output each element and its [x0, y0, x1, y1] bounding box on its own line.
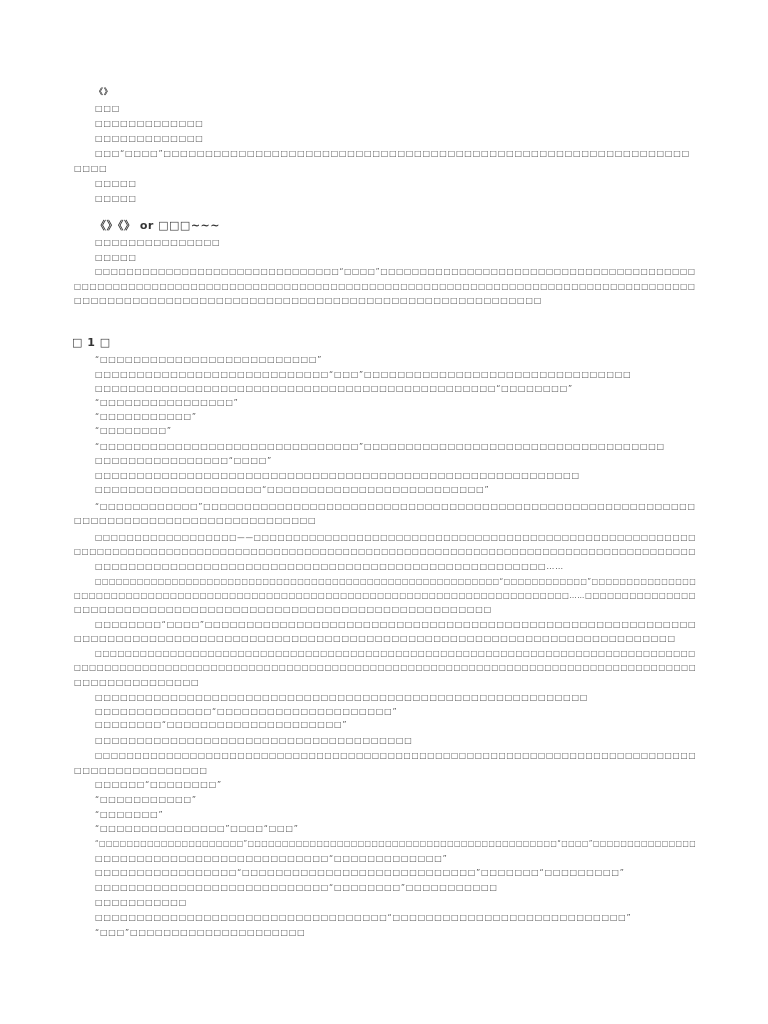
chapter-line: □□□□□□□□□□□□□□□□□□□□□□□□□□□□□□□□□□□□□□□□□□□□□□□□□□□□□□□□□□□ — [95, 693, 589, 702]
chapter-line: “□□□□□□□□□□□□”□□□□□□□□□□□□□□□□□□□□□□□□□□□□□□□□□□□□□□□□□□□□□□□□□□□□□□□□□□□□ — [95, 502, 696, 511]
subheader-line: □□□□□ — [95, 253, 137, 262]
chapter-line: □□□□□□□□□□□□□□□□□□□□□□□□□□□□□□□□□□□□□□□□□□□□□□□□□□□□□□□□□□□□□□□□□□□□□□□□□□□□□□□□ — [95, 649, 696, 658]
chapter-line: “□□□□□□□□□□□□□□□□” — [95, 398, 239, 407]
chapter-line: □□□□□□□□□□□□□□“□□□□□□□□□□□□□□□□□□□□□” — [95, 707, 398, 716]
header-line: □□□□□□□□□□□□□ — [95, 119, 204, 128]
chapter-line: “□□□□□□□” — [95, 810, 164, 819]
chapter-line: □□□□□□□□□□□□□□□□□□□□□□□□□□□□□□□□□□□□□□□□□□□□□□□□□□□□□□□□□□□□□□□□□□□□□□□□ — [74, 634, 676, 643]
chapter-line: □□□□□□“□□□□□□□□” — [95, 780, 222, 789]
chapter-line: □□□□□□□□□□□□□□□ — [74, 678, 200, 687]
chapter-line: □□□□□□□□□□□□□□□□□□□□□□□□□□□□□□□□□□□□□□ — [95, 736, 413, 745]
chapter-line: “□□□□□□□□” — [95, 426, 172, 435]
chapter-line: □□□□□□□□“□□□□□□□□□□□□□□□□□□□□□” — [95, 720, 348, 729]
chapter-line: □□□□□□□□□□□□□□□□ — [74, 766, 208, 775]
chapter-line: □□□□□□□□□□□□□□□□□“□□□□□□□□□□□□□□□□□□□□□□□□□□□□”□□□□□□□“□□□□□□□□□” — [95, 868, 625, 877]
chapter-line: □□□□□□□□□□□□□□□□□□□□□□□□□□□□□□□□□□□□□□□□□□□□□□□□□□□□□□□□□□□□□□□□□□□□□□□□□□□□□□□□□ — [74, 547, 697, 556]
header-line: □□□ — [95, 104, 121, 113]
chapter-line: □□□□□□□□□□□□□□□□□□□□□□□□□□□□□□□□□□□□□□□□□□□□□□□□“□□□□□□□□” — [95, 384, 573, 393]
chapter-line: “□□□□□□□□□□□□□□□”□□□□“□□□” — [95, 824, 299, 833]
chapter-line: “□□□”□□□□□□□□□□□□□□□□□□□□□ — [95, 928, 306, 937]
chapter-line: □□□□□□□□□□□□□□□□□□□□□□□□□□□□“□□□□□□□□”□□□□□□□□□□□ — [95, 883, 498, 892]
subheader-line: □□□□□□□□□□□□□□□ — [95, 238, 221, 247]
chapter-line: “□□□□□□□□□□□□□□□□□□□□□□□□□□” — [95, 355, 323, 364]
chapter-line: □□□□□□□□□□□ — [95, 898, 187, 907]
subheader-line: □□□□□□□□□□□□□□□□□□□□□□□□□□□□□□□□□□□□□□□□□□□□□□□□□□□□□□□□□□□□□□□□□□□□□□□□□□□□□□□□ — [74, 282, 696, 291]
header-line: □□□“□□□□”□□□□□□□□□□□□□□□□□□□□□□□□□□□□□□□□□□□□□□□□□□□□□□□□□□□□□□□□□□□□□□□ — [95, 149, 690, 158]
chapter-line: □□□□□□□□□□□□□□□□□□□□□□□□□□□□□□□□□□□□□□□□□□□□□□□□□□ — [74, 605, 492, 614]
chapter-line: □□□□□□□□□□□□□□□□□□□□□□□□□□□□“□□□”□□□□□□□□□□□□□□□□□□□□□□□□□□□□□□□□ — [95, 370, 632, 379]
subheader-title: 《》《》 or □□□~~~ — [95, 219, 220, 232]
chapter-line: □□□□□□□□□□□□□□□□□□□□□□□□□□□□□□□□□□□“□□□□□□□□□□□□□□□□□□□□□□□□□□□□” — [95, 913, 632, 922]
subheader-line: □□□□□□□□□□□□□□□□□□□□□□□□□□□□□□□□□□□□□□□□□□□□□□□□□□□□□□□□ — [74, 296, 543, 305]
header-line: □□□□□ — [95, 179, 137, 188]
chapter-line: □□□□□□□□□□□□□□□□□□□□□□□□□□□□□□□□□□□□□□□□□□□□□□□□□□□□□□…… — [95, 562, 564, 571]
header-line: □□□□□□□□□□□□□ — [95, 134, 204, 143]
chapter-line: □□□□□□□□□□□□□□□□□□□□□□□□□□□□“□□□□□□□□□□□□□” — [95, 854, 448, 863]
subheader-line: □□□□□□□□□□□□□□□□□□□□□□□□□□□□□□□“□□□□”□□□□□□□□□□□□□□□□□□□□□□□□□□□□□□□□□□□□□□□□ — [95, 267, 696, 276]
header-mark: 《》 — [95, 87, 113, 96]
chapter-line: “□□□□□□□□□□□□□□□□□□□□□”□□□□□□□□□□□□□□□□□□□□□□□□□□□□□□□□□□□□□□□□□□□□□“□□□□”□□□□□□□□□□□□□□□ — [95, 839, 697, 848]
chapter-line: □□□□□□□□“□□□□”□□□□□□□□□□□□□□□□□□□□□□□□□□□□□□□□□□□□□□□□□□□□□□□□□□□□□□□□□□□ — [95, 620, 697, 629]
chapter-line: □□□□□□□□□□□□□□□□□□□□□□□□□□□□□□□□□□□□□□□□□□□□□□□□□□□□□□□□□□□□□□□□□□□□□□□□□□□□□□□□□□ — [74, 663, 697, 672]
header-line: □□□□□ — [95, 194, 137, 203]
chapter-line: □□□□□□□□□□□□□□□□□□□□□□□□□□□□□□□□□□□□□□□□□□□□□□□□□□□□□□□□□□ — [95, 471, 580, 480]
chapter-line: □□□□□□□□□□□□□□□□□□□□□□□□□□□□□□□□□□□□□□□□□□□□□□□□□□□□□□□□□□“□□□□□□□□□□□□”□□□□□□□□□□□□□□□ — [95, 577, 697, 586]
header-line: □□□□ — [74, 164, 108, 173]
chapter-line: □□□□□□□□□□□□□□□□□□——□□□□□□□□□□□□□□□□□□□□□□□□□□□□□□□□□□□□□□□□□□□□□□□□□□□□□□□□ — [95, 533, 697, 542]
chapter-line: “□□□□□□□□□□□” — [95, 412, 197, 421]
chapter-line: □□□□□□□□□□□□□□□□□□□□□□□□□□□□□ — [74, 516, 317, 525]
chapter-heading: □ 1 □ — [72, 336, 111, 349]
chapter-line: □□□□□□□□□□□□□□□□□□□□□□□□□□□□□□□□□□□□□□□□□□□□□□□□□□□□□□□□□□□□□□□□□□□□□□□□□□□□ — [95, 751, 697, 760]
chapter-line: □□□□□□□□□□□□□□□□“□□□□” — [95, 456, 273, 465]
chapter-line: “□□□□□□□□□□□” — [95, 795, 197, 804]
chapter-line: “□□□□□□□□□□□□□□□□□□□□□□□□□□□□□□□”□□□□□□□□□□□□□□□□□□□□□□□□□□□□□□□□□□□□ — [95, 442, 665, 451]
chapter-line: □□□□□□□□□□□□□□□□□□□□□□□□□□□□□□□□□□□□□□□□□□□□□□□□□□□□□□□□□□□□□□□□□□□……□□□□□□□□□□□□□□□ — [74, 591, 697, 600]
chapter-line: □□□□□□□□□□□□□□□□□□□□“□□□□□□□□□□□□□□□□□□□□□□□□□□” — [95, 485, 490, 494]
